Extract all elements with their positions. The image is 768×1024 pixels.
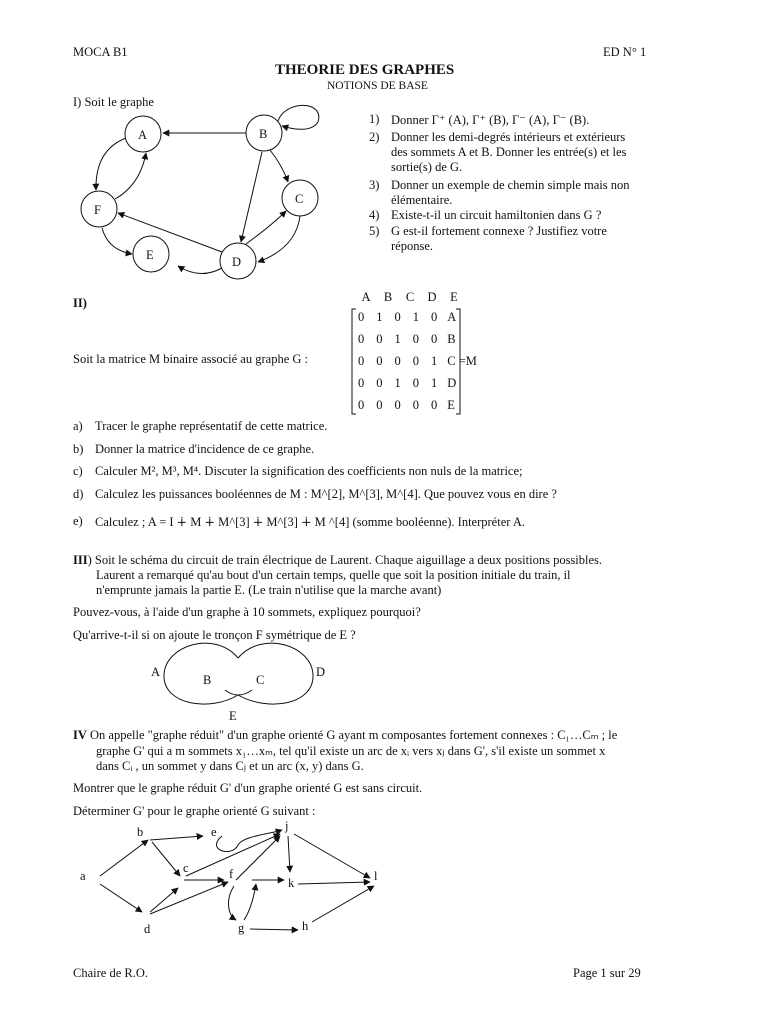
header-left: MOCA B1 [73, 45, 128, 59]
item-letter: b) [73, 442, 84, 456]
part3-text1: ) Soit le schéma du circuit de train électrique de Laurent. Chaque aiguillage a deux positions possibles. [87, 553, 603, 567]
matrix-cell: 0 [412, 353, 419, 368]
footer-page-number: Page 1 sur 29 [573, 966, 641, 980]
matrix-cell: 0 [376, 397, 383, 412]
part2-item-c [73, 464, 522, 479]
graph2-edge [294, 834, 370, 878]
part4-question1: Montrer que le graphe réduit G' d'un graphe orienté G est sans circuit. [73, 781, 423, 795]
graph-1 [81, 105, 319, 279]
circuit-label-e: E [229, 709, 237, 723]
part3-line1 [73, 553, 602, 568]
matrix-cell: 0 [412, 375, 419, 390]
part2-item-e [73, 514, 525, 530]
page-title: THEORIE DES GRAPHES [275, 62, 455, 78]
part3-text3: n'emprunte jamais la partie E. (Le train n'utilise que la marche avant) [96, 583, 442, 597]
part2-item-b [73, 442, 314, 457]
part3-question1: Pouvez-vous, à l'aide d'un graphe à 10 sommets, expliquez pourquoi? [73, 605, 421, 619]
matrix-row-label [443, 350, 483, 372]
matrix-cell: 0 [358, 375, 365, 390]
matrix-row-label: E [447, 397, 455, 412]
item-text: Calculez ; A = I ∔ M ∔ M^[3] ∔ M^[3] ∔ M ^[4] (somme booléenne). Interpréter A. [95, 515, 525, 529]
graph2-edge [150, 882, 228, 914]
graph2-edge [216, 830, 282, 852]
part3-question2: Qu'arrive-t-il si on ajoute le tronçon F symétrique de E ? [73, 628, 356, 642]
part2-item-d [73, 487, 557, 502]
graph-2-labels [80, 819, 378, 936]
question-text: Donner Γ⁺ (A), Γ⁺ (B), Γ⁻ (A), Γ⁻ (B). [391, 113, 590, 127]
graph1-loop [278, 105, 319, 129]
matrix-cell: 0 [431, 331, 438, 346]
circuit-left-loop [164, 643, 238, 704]
matrix-cell: 0 [394, 397, 401, 412]
graph1-edge [241, 152, 262, 242]
graph1-edge [115, 153, 146, 199]
graph2-label-h: h [302, 919, 309, 933]
question-number: 1) [369, 112, 380, 126]
matrix-cell: 0 [394, 353, 401, 368]
matrix-cell: 0 [358, 353, 365, 368]
graph2-label-k: k [288, 876, 295, 890]
part4-question2: Déterminer G' pour le graphe orienté G suivant : [73, 804, 316, 818]
item-letter: c) [73, 464, 83, 478]
matrix-cell: 0 [431, 309, 438, 324]
graph2-label-l: l [374, 869, 378, 883]
graph2-label-b: b [137, 825, 144, 839]
matrix-row [352, 394, 483, 416]
graph2-label-d: d [144, 922, 151, 936]
graph1-label-e: E [146, 248, 154, 262]
matrix-row-label-text: C [447, 353, 456, 368]
matrix-cell: 1 [394, 375, 401, 390]
matrix-cell: 0 [394, 309, 401, 324]
matrix-cell: 0 [376, 375, 383, 390]
footer-left: Chaire de R.O. [73, 966, 148, 980]
graph2-edge [152, 842, 180, 876]
graph1-edge [178, 266, 222, 274]
matrix-cell: 0 [412, 331, 419, 346]
matrix-row [352, 328, 483, 350]
matrix-col-header: C [405, 290, 415, 304]
graph1-edge [118, 213, 222, 252]
item-letter: a) [73, 419, 83, 433]
graph2-edge [100, 840, 148, 876]
matrix-row [352, 372, 483, 394]
matrix-cell: 0 [412, 397, 419, 412]
graph2-label-f: f [229, 867, 234, 881]
matrix-column-headers [355, 290, 465, 305]
question-text: Donner les demi-degrés intérieurs et extérieurs des sommets A et B. Donner les entrée(s) et les sortie(s) de G. [391, 130, 627, 174]
part4-line1 [73, 727, 617, 743]
page-subtitle: NOTIONS DE BASE [327, 80, 428, 92]
part4-text3: dans Cᵢ , un sommet y dans Cⱼ et un arc (x, y) dans G. [96, 759, 364, 773]
question-number: 4) [369, 208, 380, 222]
matrix-col-header: E [450, 290, 458, 304]
matrix-equals-m: =M [458, 353, 477, 368]
matrix-col-header: D [427, 290, 437, 304]
part3-label: III [73, 553, 88, 567]
graph1-edge [258, 216, 300, 262]
item-text: Calculez les puissances booléennes de M : M^[2], M^[3], M^[4]. Que pouvez vous en dire ? [95, 487, 557, 501]
matrix-cell: 0 [376, 331, 383, 346]
graph2-edge [298, 882, 370, 884]
circuit-right-loop [238, 643, 313, 704]
circuit-section-e [225, 690, 252, 695]
graph1-label-b: B [259, 127, 268, 141]
graph2-label-e: e [211, 825, 217, 839]
question-text: G est-il fortement connexe ? Justifiez votre réponse. [391, 224, 607, 253]
graph1-edge [270, 150, 288, 182]
part4-text2: graphe G' qui a m sommets x₁…xₘ, tel qu'il existe un arc de xᵢ vers xⱼ dans G', s'il existe un sommet x [96, 744, 606, 758]
item-letter: d) [73, 487, 84, 501]
graph2-label-a: a [80, 869, 86, 883]
matrix-row [352, 350, 483, 372]
train-circuit [164, 643, 313, 704]
matrix-cell: 0 [358, 397, 365, 412]
circuit-label-d: D [316, 665, 326, 679]
graph2-label-g: g [238, 921, 245, 935]
matrix-cell: 1 [431, 375, 438, 390]
circuit-label-a: A [151, 665, 161, 679]
matrix-row-label: D [447, 375, 457, 390]
matrix-m [352, 306, 483, 416]
part2-label: II) [73, 296, 87, 310]
matrix-row-label: B [447, 331, 456, 346]
question-text: Donner un exemple de chemin simple mais non élémentaire. [391, 178, 630, 207]
circuit-labels [151, 665, 325, 723]
part4-text1: On appelle "graphe réduit" d'un graphe orienté G ayant m composantes fortement connexes : C₁…Cₘ ; le [86, 728, 618, 742]
part3-text2: Laurent a remarqué qu'au bout d'un certain temps, quelle que soit la position initiale du train, il [96, 568, 571, 582]
question-number: 5) [369, 224, 380, 238]
item-text: Tracer le graphe représentatif de cette matrice. [95, 419, 328, 433]
item-text: Calculer M², M³, M⁴. Discuter la signification des coefficients non nuls de la matrice; [95, 464, 523, 478]
matrix-col-header: A [361, 290, 371, 304]
item-text: Donner la matrice d'incidence de ce graphe. [95, 442, 315, 456]
part1-label: I) Soit le graphe [73, 95, 154, 109]
matrix-col-header: B [383, 290, 393, 304]
graph2-edge [236, 836, 280, 880]
matrix-cell: 1 [394, 331, 401, 346]
graph1-label-d: D [232, 255, 242, 269]
graph2-label-c: c [183, 861, 189, 875]
circuit-label-b: B [203, 673, 212, 687]
matrix-cell: 0 [376, 353, 383, 368]
graph1-edge [102, 228, 132, 254]
graph2-label-j: j [285, 819, 289, 833]
graph1-label-a: A [138, 128, 148, 142]
graph1-edge [96, 138, 126, 190]
item-letter: e) [73, 514, 83, 528]
graph-2 [100, 830, 374, 930]
matrix-cell: 0 [358, 331, 365, 346]
matrix-row [352, 306, 483, 328]
graph2-edge [150, 836, 203, 840]
question-text: Existe-t-il un circuit hamiltonien dans G ? [391, 208, 602, 222]
graph2-edge [312, 886, 374, 922]
matrix-row-label: A [447, 309, 457, 324]
circuit-label-c: C [256, 673, 265, 687]
graph1-label-c: C [295, 192, 304, 206]
question-number: 2) [369, 130, 380, 144]
header-right: ED N° 1 [603, 45, 647, 59]
matrix-cell: 0 [358, 309, 365, 324]
graph1-edge [246, 211, 286, 244]
question-number: 3) [369, 178, 380, 192]
graph2-edge [250, 929, 298, 930]
matrix-cell: 1 [376, 309, 383, 324]
matrix-cell: 0 [431, 397, 438, 412]
part2-item-a [73, 419, 327, 434]
graph2-edge [100, 884, 142, 912]
graph2-edge [288, 836, 290, 872]
matrix-intro: Soit la matrice M binaire associé au graphe G : [73, 352, 308, 366]
matrix-cell: 1 [431, 353, 438, 368]
part4-label: IV [73, 728, 87, 742]
graph2-edge [228, 886, 236, 920]
graph2-edge [244, 884, 256, 920]
graph1-label-f: F [94, 203, 101, 217]
matrix-cell: 1 [412, 309, 419, 324]
